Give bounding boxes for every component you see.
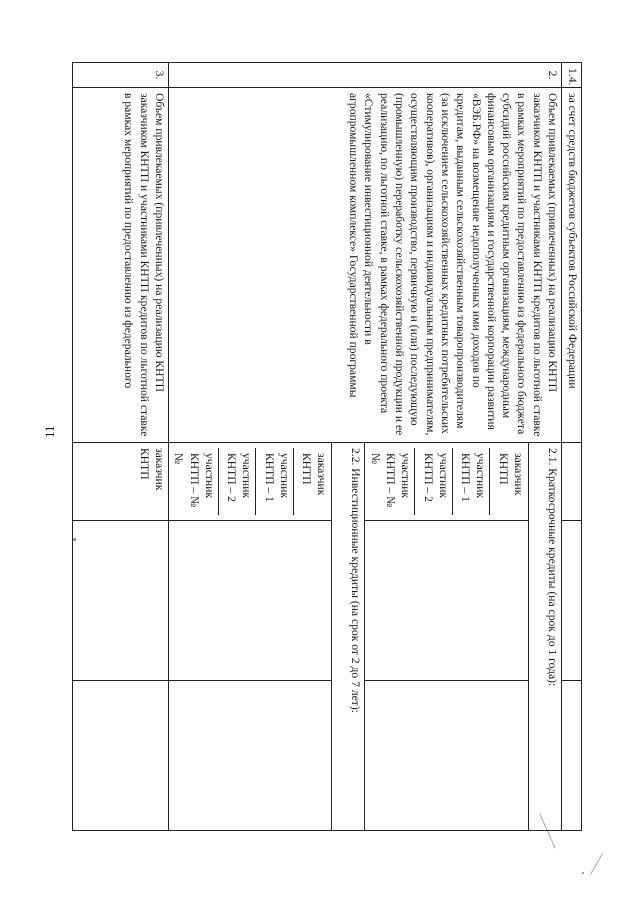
page-number: 11 [42,425,57,438]
participants-cell [365,443,529,521]
row-number: 3. [73,63,169,88]
participant-label: участник КНТП – 1 [255,448,293,515]
empty-cell [169,681,333,831]
empty-cell [562,443,582,521]
participants-cell [169,443,333,521]
participant-label: заказчик КНТП [73,443,169,521]
empty-cell [562,681,582,831]
participant-label: участник КНТП – 2 [218,448,256,515]
participant-label: участник КНТП – 1 [452,448,490,515]
row-number: 1.4. [562,63,582,88]
empty-cell [73,681,169,831]
row-number: 2. [169,63,562,88]
empty-cell [365,521,529,681]
section-header-2-1: 2.1. Краткосрочные кредиты (на срок до 1 года): [529,443,562,831]
row-description: Объем привлекаемых (привлеченных) на реализацию КНТП заказчиком КНТП и участниками КНТП кредитов по льготной ставке в рамках мероприятий по предоставлению из федерального [73,88,169,443]
participant-label: заказчик КНТП [489,448,527,515]
rotated-table-container [72,62,582,830]
empty-cell [73,521,169,681]
participant-label: участник КНТП – №№ [368,453,413,508]
scan-mark [590,853,603,874]
indicators-table [72,62,582,831]
participant-label: участник КНТП – 2 [414,448,452,515]
scan-mark [582,872,584,874]
section-header-2-2: 2.2. Инвестиционные кредиты (на срок от 2 до 7 лет): [332,443,365,831]
row-text: за счет средств бюджетов субъектов Российской Федерации [562,88,582,443]
table-row-2-1-header [529,63,562,831]
participant-label: заказчик КНТП [293,448,331,515]
empty-cell [169,521,333,681]
empty-cell [562,521,582,681]
participant-label: участник КНТП – №№ [172,453,216,508]
scan-mark [73,538,76,541]
table-row-1-4 [562,63,582,831]
empty-cell [365,681,529,831]
table-row-3 [73,63,169,831]
row-description: Объем привлекаемых (привлеченных) на реализацию КНТП заказчиком КНТП и участниками КНТП кредитов по льготной ставке в рамках мероприятий по предоставлению из федерального бюджета субсидий российским кредитным организациям, международным финансовым организациям и государственной корпорации развития «ВЭБ.РФ» на возмещение недополученных ими доходов по кредитам, выданным сельскохозяйственным товаропроизводителям (за исключением сельскохозяйственных кредитных потребительских кооперативов), организациям и индивидуальным предпринимателям, осуществляющим производство, первичную и (или) последующую (промышленную) переработку сельскохозяйственной продукции и ее реализацию, по льготной ставке, в рамках федерального проекта «Стимулирование инвестиционной деятельности в агропромышленном комплексе» Государственной программы [169,88,562,443]
